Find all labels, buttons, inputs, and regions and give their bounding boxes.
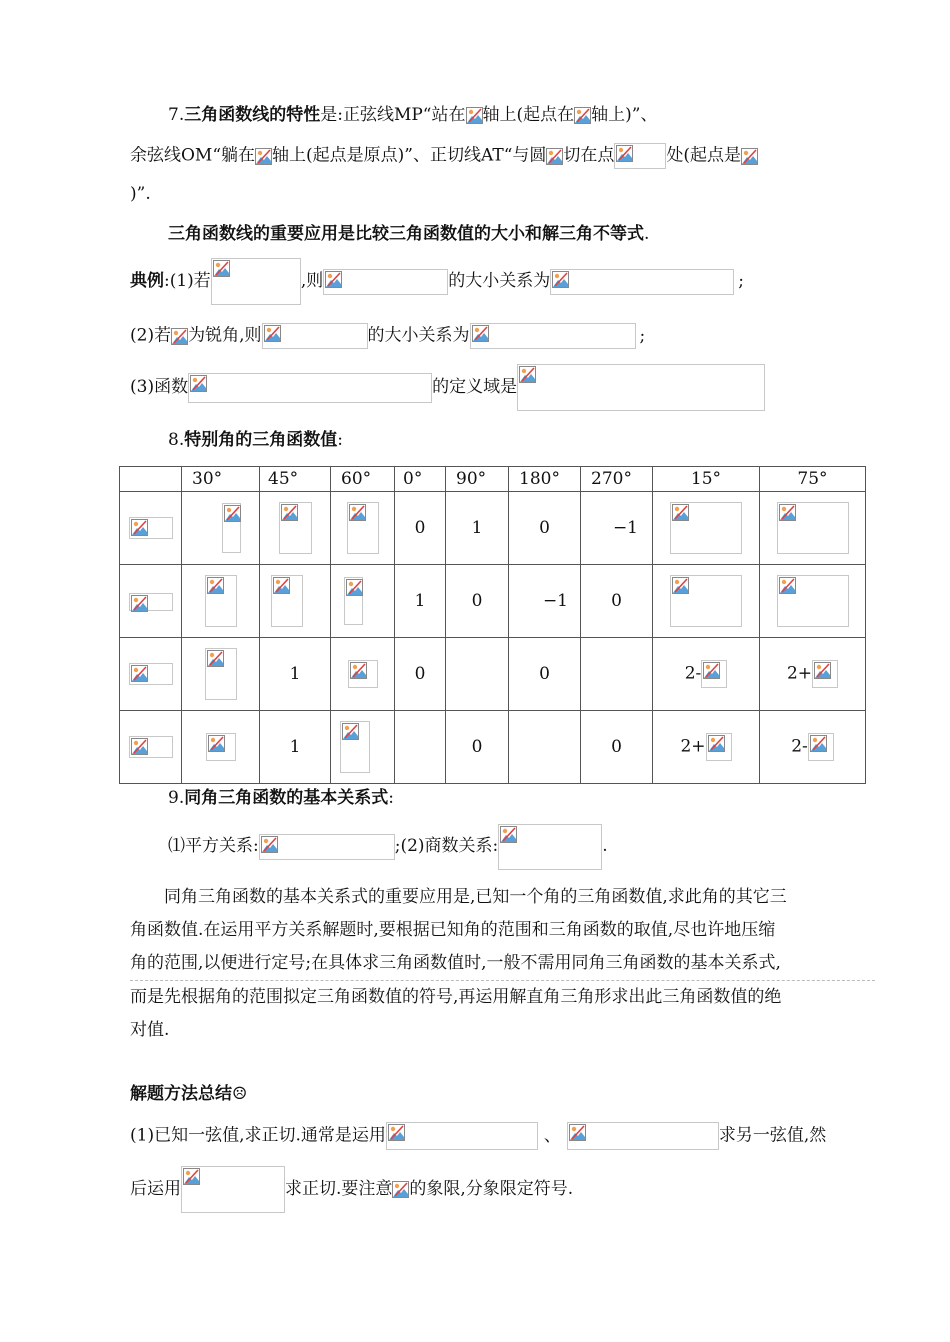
image-placeholder	[129, 593, 173, 611]
header-30: 30°	[182, 467, 260, 492]
section-8-title: 特别角的三角函数值	[184, 430, 338, 450]
image-placeholder	[211, 258, 301, 305]
image-placeholder	[129, 517, 173, 539]
header-45: 45°	[260, 467, 331, 492]
section-9-heading: 9.同角三角函数的基本关系式:	[168, 788, 394, 808]
image-placeholder	[386, 1122, 538, 1150]
broken-image-icon	[183, 1168, 200, 1185]
image-placeholder	[205, 575, 237, 627]
broken-image-icon	[672, 577, 689, 594]
image-placeholder	[550, 269, 734, 295]
broken-image-icon	[810, 735, 827, 752]
example-line-3: (3)函数 的定义域是	[130, 363, 765, 411]
example-line-1: 典例:(1)若 ,则 的大小关系为 ;	[130, 257, 744, 305]
broken-image-icon	[388, 1124, 405, 1141]
table-row: 1 0 −1 0	[120, 565, 866, 638]
image-placeholder	[206, 733, 236, 761]
image-placeholder	[129, 736, 173, 758]
section-7-line-3: )”.	[130, 184, 151, 204]
header-90: 90°	[446, 467, 509, 492]
table-row: 1 0 0 2+ 2-	[120, 711, 866, 784]
broken-image-icon	[392, 1181, 409, 1198]
image-placeholder	[340, 721, 370, 773]
broken-image-icon	[569, 1124, 586, 1141]
header-60: 60°	[331, 467, 395, 492]
table-row: 1 0 0 2- 2+	[120, 638, 866, 711]
method-title: 解题方法总结	[130, 1084, 232, 1104]
header-0: 0°	[395, 467, 446, 492]
table-row: 0 1 0 −1	[120, 492, 866, 565]
image-placeholder	[129, 663, 173, 685]
sad-face-icon: ☹	[232, 1084, 248, 1104]
broken-image-icon	[207, 650, 224, 667]
image-placeholder	[614, 143, 666, 169]
special-angle-table	[119, 466, 866, 784]
image-placeholder	[347, 502, 379, 554]
image-placeholder	[205, 648, 237, 700]
image-placeholder	[470, 323, 636, 349]
header-180: 180°	[509, 467, 581, 492]
image-placeholder	[348, 660, 378, 688]
broken-image-icon	[255, 148, 272, 165]
example-label: 典例	[130, 271, 164, 291]
broken-image-icon	[208, 735, 225, 752]
image-placeholder	[670, 502, 742, 554]
broken-image-icon	[741, 148, 758, 165]
broken-image-icon	[264, 325, 281, 342]
broken-image-icon	[552, 271, 569, 288]
section-9-relations: ⑴平方关系: ;(2)商数关系: .	[168, 823, 608, 870]
image-placeholder	[181, 1166, 285, 1213]
image-placeholder	[706, 733, 732, 761]
broken-image-icon	[131, 595, 148, 612]
broken-image-icon	[814, 662, 831, 679]
table-header-row	[120, 467, 866, 492]
broken-image-icon	[171, 328, 188, 345]
image-placeholder	[279, 502, 312, 554]
image-placeholder	[517, 364, 765, 411]
broken-image-icon	[546, 148, 563, 165]
broken-image-icon	[131, 738, 148, 755]
broken-image-icon	[466, 107, 483, 124]
section-9-title: 同角三角函数的基本关系式	[184, 788, 389, 808]
broken-image-icon	[519, 366, 536, 383]
section-7-number: 7.	[168, 105, 185, 125]
image-placeholder	[271, 575, 303, 627]
header-75: 75°	[760, 467, 866, 492]
section-8-heading: 8.特别角的三角函数值:	[168, 430, 343, 450]
broken-image-icon	[261, 836, 278, 853]
broken-image-icon	[342, 723, 359, 740]
method-line-1: (1)已知一弦值,求正切.通常是运用 、 求另一弦值,然	[130, 1122, 826, 1150]
broken-image-icon	[349, 504, 366, 521]
image-placeholder	[498, 824, 602, 870]
section-7-application: 三角函数线的重要应用是比较三角函数值的大小和解三角不等式.	[168, 224, 650, 244]
image-placeholder	[812, 660, 838, 688]
broken-image-icon	[131, 665, 148, 682]
image-placeholder	[222, 503, 241, 553]
section-7-line-1: 7.三角函数线的特性是:正弦线MP“站在 轴上(起点在 轴上)”、	[168, 105, 658, 125]
example-line-2: (2)若 为锐角,则 的大小关系为 ;	[130, 323, 645, 349]
image-placeholder	[670, 575, 742, 627]
body-paragraph: 同角三角函数的基本关系式的重要应用是,已知一个角的三角函数值,求此角的其它三 角函数值.在运用平方关系解题时,要根据已知角的范围和三角函数的取值,尽也许地压缩 角的范围,以便进行定号;在具体求三角函数值时,一般不需用同角三角函数的基本关系式, 而是先根据角的范围拟定三角函数值的符号,再运用解直角三角形求出此三角函数值的绝 对值.	[130, 881, 875, 1047]
method-heading	[130, 1082, 247, 1106]
header-15: 15°	[653, 467, 760, 492]
broken-image-icon	[346, 579, 363, 596]
broken-image-icon	[325, 271, 342, 288]
broken-image-icon	[779, 577, 796, 594]
broken-image-icon	[703, 662, 720, 679]
image-placeholder	[344, 577, 363, 625]
broken-image-icon	[672, 504, 689, 521]
image-placeholder	[777, 575, 849, 627]
broken-image-icon	[281, 504, 298, 521]
image-placeholder	[323, 269, 448, 295]
broken-image-icon	[708, 735, 725, 752]
broken-image-icon	[616, 145, 633, 162]
method-line-2: 后运用 求正切.要注意 的象限,分象限定符号.	[130, 1165, 573, 1213]
image-placeholder	[567, 1122, 719, 1150]
broken-image-icon	[213, 260, 230, 277]
image-placeholder	[262, 323, 368, 349]
broken-image-icon	[207, 577, 224, 594]
section-7-title: 三角函数线的特性	[184, 105, 321, 125]
broken-image-icon	[779, 504, 796, 521]
broken-image-icon	[472, 325, 489, 342]
broken-image-icon	[273, 577, 290, 594]
broken-image-icon	[224, 505, 241, 522]
broken-image-icon	[190, 375, 207, 392]
broken-image-icon	[131, 519, 148, 536]
image-placeholder	[777, 502, 849, 554]
broken-image-icon	[500, 826, 517, 843]
broken-image-icon	[350, 662, 367, 679]
header-270: 270°	[581, 467, 653, 492]
image-placeholder	[259, 834, 395, 860]
image-placeholder	[188, 373, 432, 403]
broken-image-icon	[574, 107, 591, 124]
image-placeholder	[808, 733, 834, 761]
section-7-line-2: 余弦线OM“躺在 轴上(起点是原点)”、正切线AT“与圆 切在点 处(起点是	[130, 143, 758, 169]
image-placeholder	[701, 660, 727, 688]
